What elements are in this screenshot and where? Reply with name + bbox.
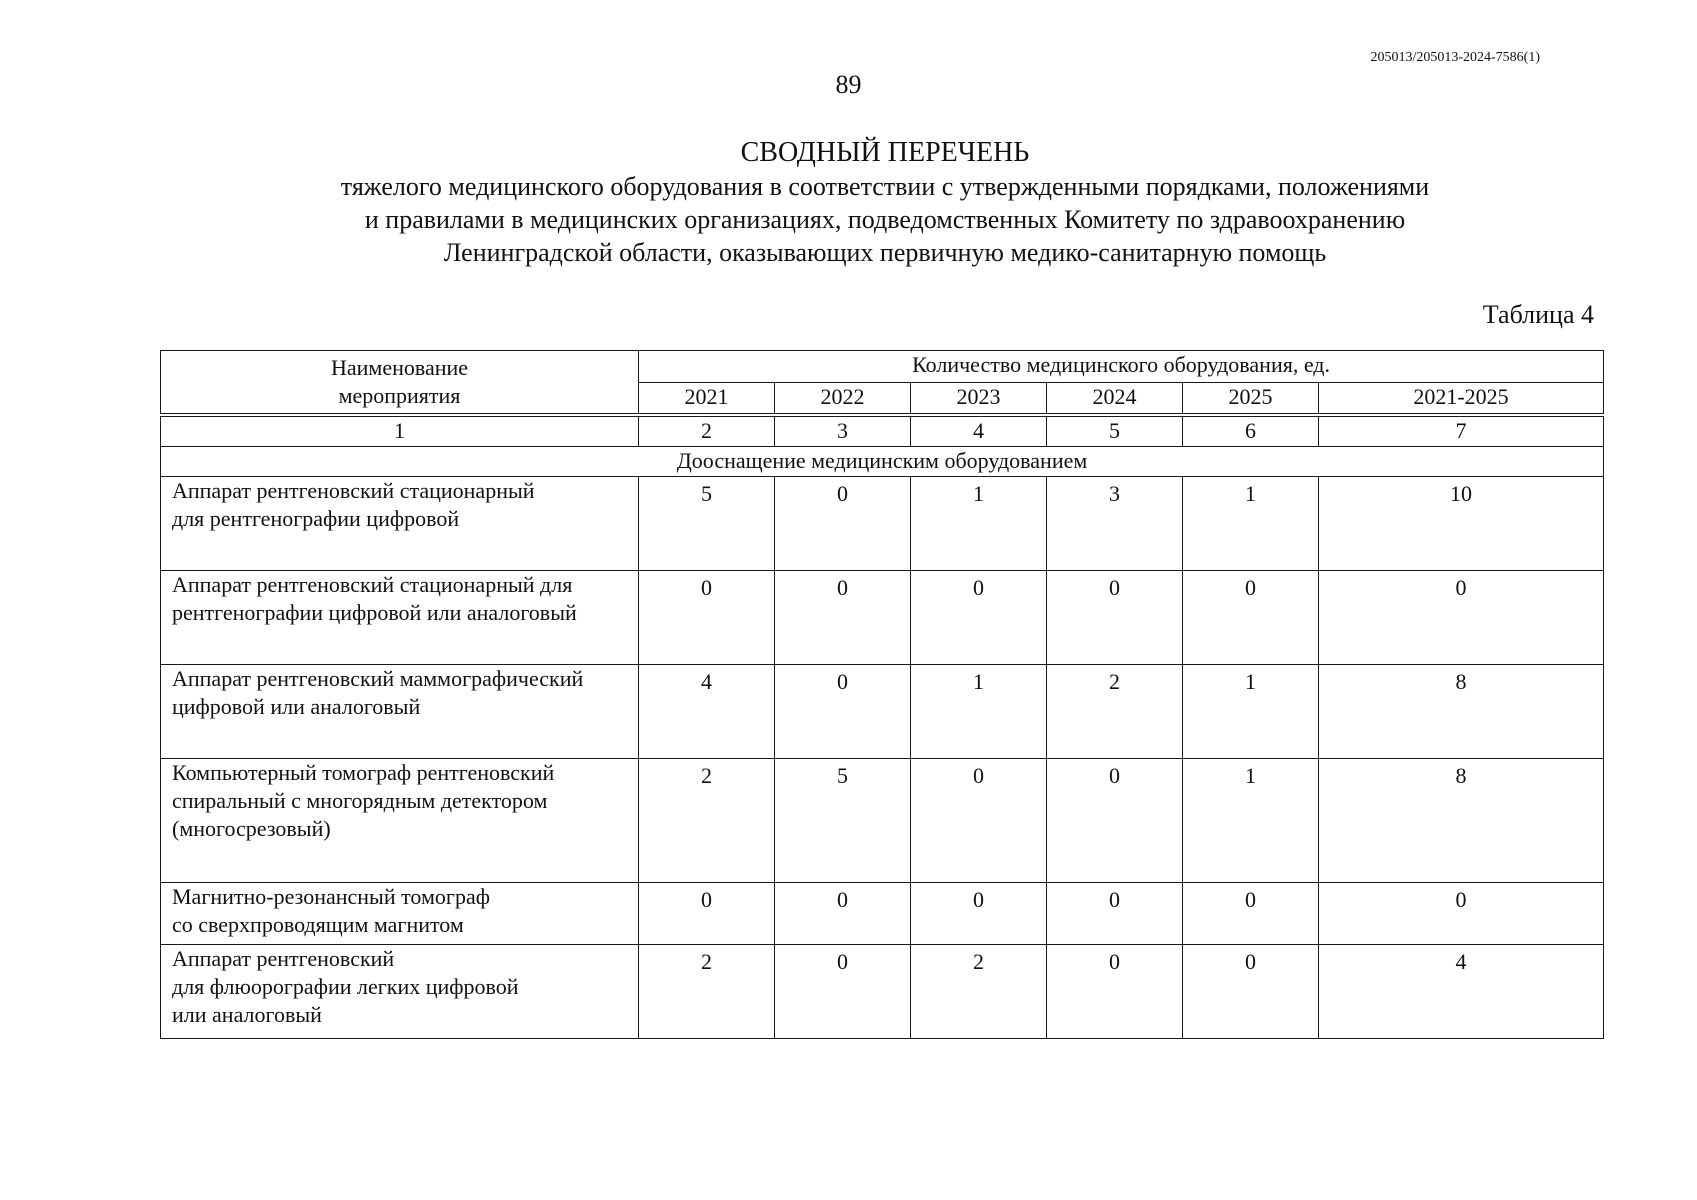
quantity-cell: 1: [911, 665, 1047, 759]
quantity-cell: 0: [1183, 571, 1319, 665]
quantity-cell: 0: [1047, 883, 1183, 945]
column-number-cell: 4: [911, 415, 1047, 447]
quantity-cell: 1: [1183, 665, 1319, 759]
quantity-cell: 0: [639, 571, 775, 665]
header-name-cell: [161, 351, 639, 415]
equipment-name-line: Аппарат рентгеновский стационарный: [172, 478, 535, 503]
equipment-name-line: Аппарат рентгеновский стационарный для: [172, 572, 573, 597]
column-numbers-row: [161, 415, 1604, 447]
quantity-cell: 2: [1047, 665, 1183, 759]
quantity-cell: 0: [1047, 571, 1183, 665]
header-row-1: [161, 351, 1604, 383]
equipment-name-line: или аналоговый: [172, 1002, 322, 1027]
quantity-cell: 3: [1047, 477, 1183, 571]
quantity-cell: 2: [639, 945, 775, 1039]
equipment-name-line: Аппарат рентгеновский маммографический: [172, 666, 584, 691]
column-number-cell: 7: [1319, 415, 1604, 447]
column-number-cell: 5: [1047, 415, 1183, 447]
quantity-cell: 10: [1319, 477, 1604, 571]
header-year-cell: 2021: [639, 383, 775, 415]
column-number-cell: 2: [639, 415, 775, 447]
header-year-cell: 2021-2025: [1319, 383, 1604, 415]
equipment-name-cell: [161, 571, 639, 665]
document-subtitle-line-3: Ленинградской области, оказывающих первичную медико-санитарную помощь: [443, 238, 1327, 267]
quantity-cell: 0: [639, 883, 775, 945]
column-number-cell: 6: [1183, 415, 1319, 447]
equipment-name-line: для рентгенографии цифровой: [172, 506, 460, 531]
equipment-name-line: для флюорографии легких цифровой: [172, 974, 519, 999]
quantity-cell: 5: [775, 759, 911, 883]
equipment-name-cell: [161, 477, 639, 571]
header-year-cell: 2022: [775, 383, 911, 415]
quantity-cell: 1: [911, 477, 1047, 571]
quantity-cell: 0: [1183, 945, 1319, 1039]
quantity-cell: 0: [911, 571, 1047, 665]
page-number: 89: [835, 70, 862, 99]
quantity-cell: 0: [775, 945, 911, 1039]
quantity-cell: 0: [1319, 571, 1604, 665]
equipment-table: [160, 350, 1604, 1039]
table-row: [161, 571, 1604, 665]
document-subtitle-line-2: и правилами в медицинских организациях, подведомственных Комитету по здравоохранению: [364, 205, 1406, 234]
quantity-cell: 0: [911, 883, 1047, 945]
section-title-cell: Дооснащение медицинским оборудованием: [161, 447, 1604, 477]
table-label: Таблица 4: [1482, 300, 1594, 329]
equipment-name-line: спиральный с многорядным детектором: [172, 788, 548, 813]
quantity-cell: 0: [775, 665, 911, 759]
header-group-cell: Количество медицинского оборудования, ед.: [639, 351, 1604, 383]
quantity-cell: 1: [1183, 477, 1319, 571]
quantity-cell: 4: [639, 665, 775, 759]
quantity-cell: 0: [775, 571, 911, 665]
quantity-cell: 2: [639, 759, 775, 883]
header-name-line-2: мероприятия: [338, 383, 461, 408]
header-year-cell: 2024: [1047, 383, 1183, 415]
equipment-name-line: (многосрезовый): [172, 816, 331, 841]
header-year-cell: 2025: [1183, 383, 1319, 415]
equipment-name-line: Компьютерный томограф рентгеновский: [172, 760, 555, 785]
equipment-name-line: Магнитно-резонансный томограф: [172, 884, 490, 909]
equipment-name-cell: [161, 665, 639, 759]
equipment-name-line: со сверхпроводящим магнитом: [172, 912, 464, 937]
quantity-cell: 2: [911, 945, 1047, 1039]
equipment-table-wrap: [160, 350, 1603, 1039]
quantity-cell: 0: [1319, 883, 1604, 945]
table-row: [161, 945, 1604, 1039]
document-title: СВОДНЫЙ ПЕРЕЧЕНЬ: [740, 137, 1030, 168]
equipment-name-line: Аппарат рентгеновский: [172, 946, 395, 971]
title-block: [160, 136, 1610, 269]
column-number-cell: 1: [161, 415, 639, 447]
quantity-cell: 4: [1319, 945, 1604, 1039]
quantity-cell: 0: [775, 883, 911, 945]
equipment-name-cell: [161, 759, 639, 883]
table-row: [161, 883, 1604, 945]
document-id: 205013/205013-2024-7586(1): [1370, 50, 1540, 65]
quantity-cell: 1: [1183, 759, 1319, 883]
document-subtitle-line-1: тяжелого медицинского оборудования в соответствии с утвержденными порядками, положениями: [340, 172, 1430, 201]
header-year-cell: 2023: [911, 383, 1047, 415]
quantity-cell: 5: [639, 477, 775, 571]
equipment-name-cell: [161, 945, 639, 1039]
section-row: [161, 447, 1604, 477]
column-number-cell: 3: [775, 415, 911, 447]
table-row: [161, 665, 1604, 759]
table-row: [161, 759, 1604, 883]
table-row: [161, 477, 1604, 571]
equipment-name-line: цифровой или аналоговый: [172, 694, 421, 719]
quantity-cell: 0: [911, 759, 1047, 883]
quantity-cell: 0: [1047, 945, 1183, 1039]
quantity-cell: 0: [775, 477, 911, 571]
quantity-cell: 8: [1319, 665, 1604, 759]
quantity-cell: 0: [1183, 883, 1319, 945]
equipment-name-line: рентгенографии цифровой или аналоговый: [172, 600, 577, 625]
equipment-name-cell: [161, 883, 639, 945]
header-name-line-1: Наименование: [330, 355, 469, 380]
quantity-cell: 8: [1319, 759, 1604, 883]
quantity-cell: 0: [1047, 759, 1183, 883]
